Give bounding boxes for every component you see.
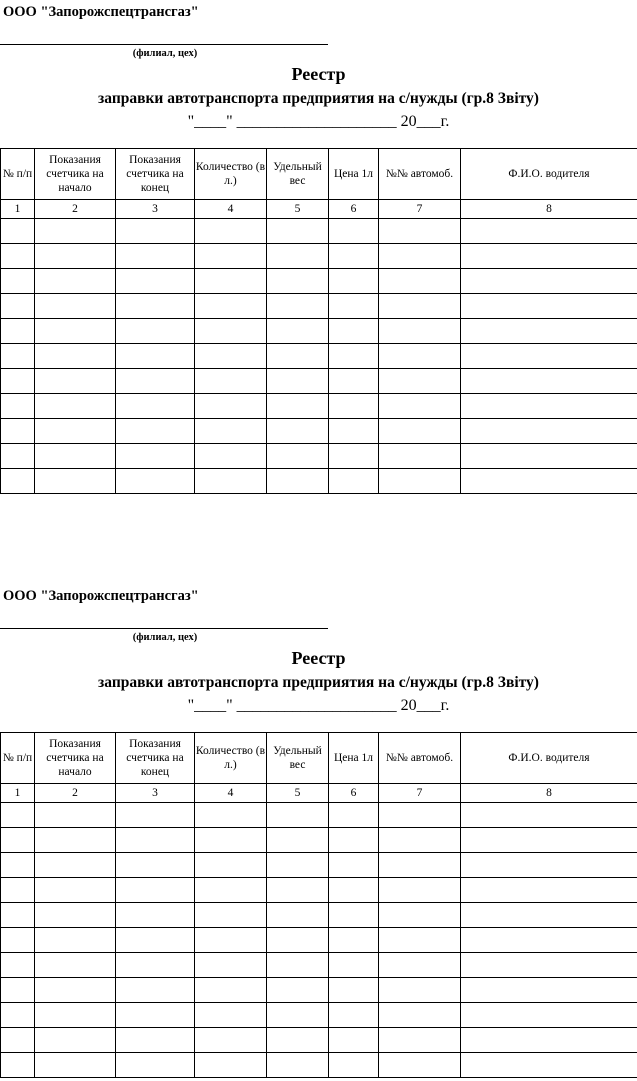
- branch-caption: (филиал, цех): [132, 48, 198, 59]
- table-cell[interactable]: [267, 444, 329, 469]
- table-cell[interactable]: [35, 853, 116, 878]
- column-number: 8: [461, 784, 637, 803]
- table-cell[interactable]: [35, 344, 116, 369]
- table-row: [1, 803, 637, 828]
- table-cell[interactable]: [1, 803, 35, 828]
- table-cell[interactable]: [267, 903, 329, 928]
- table-cell[interactable]: [195, 219, 267, 244]
- table-cell[interactable]: [329, 828, 379, 853]
- table-cell[interactable]: [1, 394, 35, 419]
- column-header: №№ автомоб.: [379, 149, 461, 200]
- table-cell[interactable]: [379, 928, 461, 953]
- table-cell[interactable]: [461, 1053, 637, 1078]
- table-cell[interactable]: [267, 344, 329, 369]
- table-row: [1, 878, 637, 903]
- table-cell[interactable]: [461, 344, 637, 369]
- table-cell[interactable]: [195, 1003, 267, 1028]
- table-cell[interactable]: [329, 953, 379, 978]
- table-cell[interactable]: [461, 294, 637, 319]
- document-subtitle: заправки автотранспорта предприятия на с/нужды (гр.8 Звіту): [98, 674, 539, 691]
- table-row: [1, 1053, 637, 1078]
- table-cell[interactable]: [1, 369, 35, 394]
- table-cell[interactable]: [379, 244, 461, 269]
- table-cell[interactable]: [329, 469, 379, 494]
- table-cell[interactable]: [1, 853, 35, 878]
- column-number: 1: [1, 200, 35, 219]
- table-cell[interactable]: [195, 269, 267, 294]
- table-cell[interactable]: [329, 244, 379, 269]
- table-row: [1, 928, 637, 953]
- table-cell[interactable]: [195, 928, 267, 953]
- table-cell[interactable]: [1, 1028, 35, 1053]
- table-cell[interactable]: [35, 878, 116, 903]
- table-cell[interactable]: [195, 294, 267, 319]
- table-cell[interactable]: [116, 444, 195, 469]
- table-row: [1, 828, 637, 853]
- table-row: [1, 269, 637, 294]
- table-cell[interactable]: [461, 469, 637, 494]
- table-row: [1, 953, 637, 978]
- table-cell[interactable]: [461, 219, 637, 244]
- table-cell[interactable]: [195, 1028, 267, 1053]
- column-number: 6: [329, 784, 379, 803]
- document-title: Реестр: [291, 64, 346, 84]
- table-row: [1, 369, 637, 394]
- table-cell[interactable]: [267, 244, 329, 269]
- table-cell[interactable]: [116, 469, 195, 494]
- table-cell[interactable]: [379, 294, 461, 319]
- branch-underline: [0, 44, 328, 45]
- column-header: № п/п: [1, 149, 35, 200]
- table-header-row: [1, 733, 637, 784]
- table-cell[interactable]: [329, 319, 379, 344]
- table-cell[interactable]: [116, 319, 195, 344]
- table-cell[interactable]: [379, 1003, 461, 1028]
- table-cell[interactable]: [116, 219, 195, 244]
- table-cell[interactable]: [379, 878, 461, 903]
- table-cell[interactable]: [1, 269, 35, 294]
- table-cell[interactable]: [329, 369, 379, 394]
- table-cell[interactable]: [379, 419, 461, 444]
- table-cell[interactable]: [329, 1003, 379, 1028]
- table-cell[interactable]: [195, 244, 267, 269]
- table-cell[interactable]: [116, 244, 195, 269]
- table-cell[interactable]: [329, 394, 379, 419]
- table-cell[interactable]: [116, 928, 195, 953]
- table-cell[interactable]: [379, 853, 461, 878]
- table-cell[interactable]: [35, 953, 116, 978]
- table-cell[interactable]: [195, 978, 267, 1003]
- document-subtitle: заправки автотранспорта предприятия на с/нужды (гр.8 Звіту): [98, 90, 539, 107]
- table-cell[interactable]: [116, 1003, 195, 1028]
- column-number: 5: [267, 200, 329, 219]
- column-number-row: [1, 200, 637, 219]
- column-number: 7: [379, 784, 461, 803]
- organization-name: ООО "Запорожспецтрансгаз": [3, 588, 199, 604]
- table-cell[interactable]: [35, 419, 116, 444]
- table-row: [1, 294, 637, 319]
- table-cell[interactable]: [195, 319, 267, 344]
- table-cell[interactable]: [461, 269, 637, 294]
- table-cell[interactable]: [461, 1003, 637, 1028]
- table-cell[interactable]: [116, 269, 195, 294]
- table-cell[interactable]: [267, 419, 329, 444]
- table-cell[interactable]: [461, 828, 637, 853]
- table-cell[interactable]: [116, 978, 195, 1003]
- table-cell[interactable]: [267, 269, 329, 294]
- table-cell[interactable]: [35, 803, 116, 828]
- table-cell[interactable]: [1, 469, 35, 494]
- column-header: Показания счетчика на начало: [35, 733, 116, 784]
- column-header: Ф.И.О. водителя: [461, 149, 637, 200]
- table-cell[interactable]: [35, 928, 116, 953]
- table-header-row: [1, 149, 637, 200]
- table-cell[interactable]: [195, 419, 267, 444]
- table-cell[interactable]: [195, 853, 267, 878]
- table-cell[interactable]: [329, 803, 379, 828]
- column-number: 2: [35, 784, 116, 803]
- table-cell[interactable]: [329, 1028, 379, 1053]
- column-header: Показания счетчика на конец: [116, 149, 195, 200]
- table-cell[interactable]: [329, 1053, 379, 1078]
- table-cell[interactable]: [267, 828, 329, 853]
- table-cell[interactable]: [267, 319, 329, 344]
- table-cell[interactable]: [461, 853, 637, 878]
- column-header: Удельный вес: [267, 149, 329, 200]
- table-cell[interactable]: [35, 1003, 116, 1028]
- table-row: [1, 444, 637, 469]
- table-cell[interactable]: [195, 469, 267, 494]
- table-cell[interactable]: [35, 1053, 116, 1078]
- table-cell[interactable]: [379, 269, 461, 294]
- table-cell[interactable]: [1, 1003, 35, 1028]
- table-cell[interactable]: [35, 469, 116, 494]
- table-cell[interactable]: [379, 828, 461, 853]
- table-cell[interactable]: [267, 469, 329, 494]
- table-cell[interactable]: [379, 803, 461, 828]
- table-cell[interactable]: [461, 928, 637, 953]
- column-number: 6: [329, 200, 379, 219]
- table-cell[interactable]: [195, 444, 267, 469]
- table-cell[interactable]: [461, 903, 637, 928]
- table-cell[interactable]: [329, 344, 379, 369]
- column-number: 8: [461, 200, 637, 219]
- column-header: Цена 1л: [329, 733, 379, 784]
- registry-table: [0, 148, 637, 494]
- table-cell[interactable]: [461, 1028, 637, 1053]
- column-header: Количество (в л.): [195, 149, 267, 200]
- table-cell[interactable]: [329, 294, 379, 319]
- column-header: Показания счетчика на начало: [35, 149, 116, 200]
- table-cell[interactable]: [35, 903, 116, 928]
- branch-caption: (филиал, цех): [132, 632, 198, 643]
- table-cell[interactable]: [35, 369, 116, 394]
- table-cell[interactable]: [35, 394, 116, 419]
- table-cell[interactable]: [35, 444, 116, 469]
- table-row: [1, 1003, 637, 1028]
- table-cell[interactable]: [1, 978, 35, 1003]
- table-cell[interactable]: [379, 978, 461, 1003]
- column-number: 7: [379, 200, 461, 219]
- table-cell[interactable]: [35, 978, 116, 1003]
- table-cell[interactable]: [1, 1053, 35, 1078]
- table-cell[interactable]: [329, 269, 379, 294]
- column-header: Ф.И.О. водителя: [461, 733, 637, 784]
- table-cell[interactable]: [379, 219, 461, 244]
- table-cell[interactable]: [379, 344, 461, 369]
- table-cell[interactable]: [267, 1003, 329, 1028]
- table-cell[interactable]: [267, 369, 329, 394]
- table-cell[interactable]: [195, 803, 267, 828]
- table-row: [1, 469, 637, 494]
- branch-underline: [0, 628, 328, 629]
- table-cell[interactable]: [35, 269, 116, 294]
- table-cell[interactable]: [116, 344, 195, 369]
- table-cell[interactable]: [195, 828, 267, 853]
- table-cell[interactable]: [1, 928, 35, 953]
- column-header: Удельный вес: [267, 733, 329, 784]
- column-number: 1: [1, 784, 35, 803]
- table-cell[interactable]: [195, 394, 267, 419]
- table-cell[interactable]: [116, 1053, 195, 1078]
- table-cell[interactable]: [379, 469, 461, 494]
- table-cell[interactable]: [329, 219, 379, 244]
- table-cell[interactable]: [195, 1053, 267, 1078]
- table-cell[interactable]: [461, 978, 637, 1003]
- table-row: [1, 394, 637, 419]
- column-header: № п/п: [1, 733, 35, 784]
- table-cell[interactable]: [195, 369, 267, 394]
- table-cell[interactable]: [461, 419, 637, 444]
- column-number-row: [1, 784, 637, 803]
- table-cell[interactable]: [461, 394, 637, 419]
- table-cell[interactable]: [267, 1028, 329, 1053]
- table-cell[interactable]: [461, 319, 637, 344]
- table-cell[interactable]: [195, 878, 267, 903]
- table-cell[interactable]: [329, 853, 379, 878]
- table-row: [1, 244, 637, 269]
- column-header: Количество (в л.): [195, 733, 267, 784]
- column-number: 3: [116, 200, 195, 219]
- table-cell[interactable]: [267, 953, 329, 978]
- table-cell[interactable]: [35, 828, 116, 853]
- table-row: [1, 903, 637, 928]
- table-row: [1, 419, 637, 444]
- table-cell[interactable]: [1, 903, 35, 928]
- table-cell[interactable]: [195, 903, 267, 928]
- table-cell[interactable]: [379, 1053, 461, 1078]
- table-cell[interactable]: [329, 903, 379, 928]
- column-header: №№ автомоб.: [379, 733, 461, 784]
- table-cell[interactable]: [461, 803, 637, 828]
- table-cell[interactable]: [1, 828, 35, 853]
- table-cell[interactable]: [267, 394, 329, 419]
- table-cell[interactable]: [379, 903, 461, 928]
- table-cell[interactable]: [1, 444, 35, 469]
- table-row: [1, 319, 637, 344]
- table-cell[interactable]: [1, 878, 35, 903]
- table-cell[interactable]: [35, 319, 116, 344]
- table-cell[interactable]: [267, 803, 329, 828]
- table-cell[interactable]: [195, 953, 267, 978]
- table-cell[interactable]: [461, 369, 637, 394]
- column-number: 2: [35, 200, 116, 219]
- table-row: [1, 219, 637, 244]
- table-cell[interactable]: [379, 953, 461, 978]
- table-cell[interactable]: [1, 344, 35, 369]
- table-cell[interactable]: [1, 419, 35, 444]
- table-cell[interactable]: [329, 978, 379, 1003]
- column-number: 4: [195, 784, 267, 803]
- table-cell[interactable]: [116, 953, 195, 978]
- table-cell[interactable]: [116, 394, 195, 419]
- organization-name: ООО "Запорожспецтрансгаз": [3, 4, 199, 20]
- table-cell[interactable]: [1, 219, 35, 244]
- table-cell[interactable]: [1, 953, 35, 978]
- table-cell[interactable]: [116, 294, 195, 319]
- table-cell[interactable]: [267, 928, 329, 953]
- table-cell[interactable]: [1, 294, 35, 319]
- table-cell[interactable]: [35, 244, 116, 269]
- table-cell[interactable]: [267, 978, 329, 1003]
- column-number: 3: [116, 784, 195, 803]
- table-cell[interactable]: [267, 1053, 329, 1078]
- table-cell[interactable]: [267, 853, 329, 878]
- column-number: 5: [267, 784, 329, 803]
- table-cell[interactable]: [35, 1028, 116, 1053]
- table-cell[interactable]: [116, 903, 195, 928]
- table-cell[interactable]: [116, 853, 195, 878]
- table-cell[interactable]: [1, 244, 35, 269]
- table-cell[interactable]: [116, 828, 195, 853]
- column-number: 4: [195, 200, 267, 219]
- table-cell[interactable]: [267, 219, 329, 244]
- table-cell[interactable]: [116, 1028, 195, 1053]
- registry-table: [0, 732, 637, 1078]
- column-header: Показания счетчика на конец: [116, 733, 195, 784]
- table-cell[interactable]: [195, 344, 267, 369]
- table-cell[interactable]: [461, 878, 637, 903]
- table-cell[interactable]: [461, 444, 637, 469]
- table-cell[interactable]: [379, 1028, 461, 1053]
- table-cell[interactable]: [461, 953, 637, 978]
- column-header: Цена 1л: [329, 149, 379, 200]
- table-cell[interactable]: [379, 394, 461, 419]
- table-cell[interactable]: [267, 294, 329, 319]
- table-cell[interactable]: [35, 294, 116, 319]
- date-line: "____" ____________________ 20___г.: [187, 113, 450, 130]
- table-cell[interactable]: [267, 878, 329, 903]
- table-cell[interactable]: [116, 369, 195, 394]
- table-cell[interactable]: [379, 319, 461, 344]
- table-cell[interactable]: [329, 444, 379, 469]
- table-cell[interactable]: [35, 219, 116, 244]
- table-cell[interactable]: [329, 878, 379, 903]
- table-row: [1, 344, 637, 369]
- table-cell[interactable]: [379, 369, 461, 394]
- table-row: [1, 1028, 637, 1053]
- date-line: "____" ____________________ 20___г.: [187, 697, 450, 714]
- table-cell[interactable]: [461, 244, 637, 269]
- table-cell[interactable]: [116, 878, 195, 903]
- table-cell[interactable]: [329, 419, 379, 444]
- table-row: [1, 978, 637, 1003]
- table-row: [1, 853, 637, 878]
- table-cell[interactable]: [116, 419, 195, 444]
- table-cell[interactable]: [329, 928, 379, 953]
- table-cell[interactable]: [379, 444, 461, 469]
- table-cell[interactable]: [116, 803, 195, 828]
- table-cell[interactable]: [1, 319, 35, 344]
- document-title: Реестр: [291, 648, 346, 668]
